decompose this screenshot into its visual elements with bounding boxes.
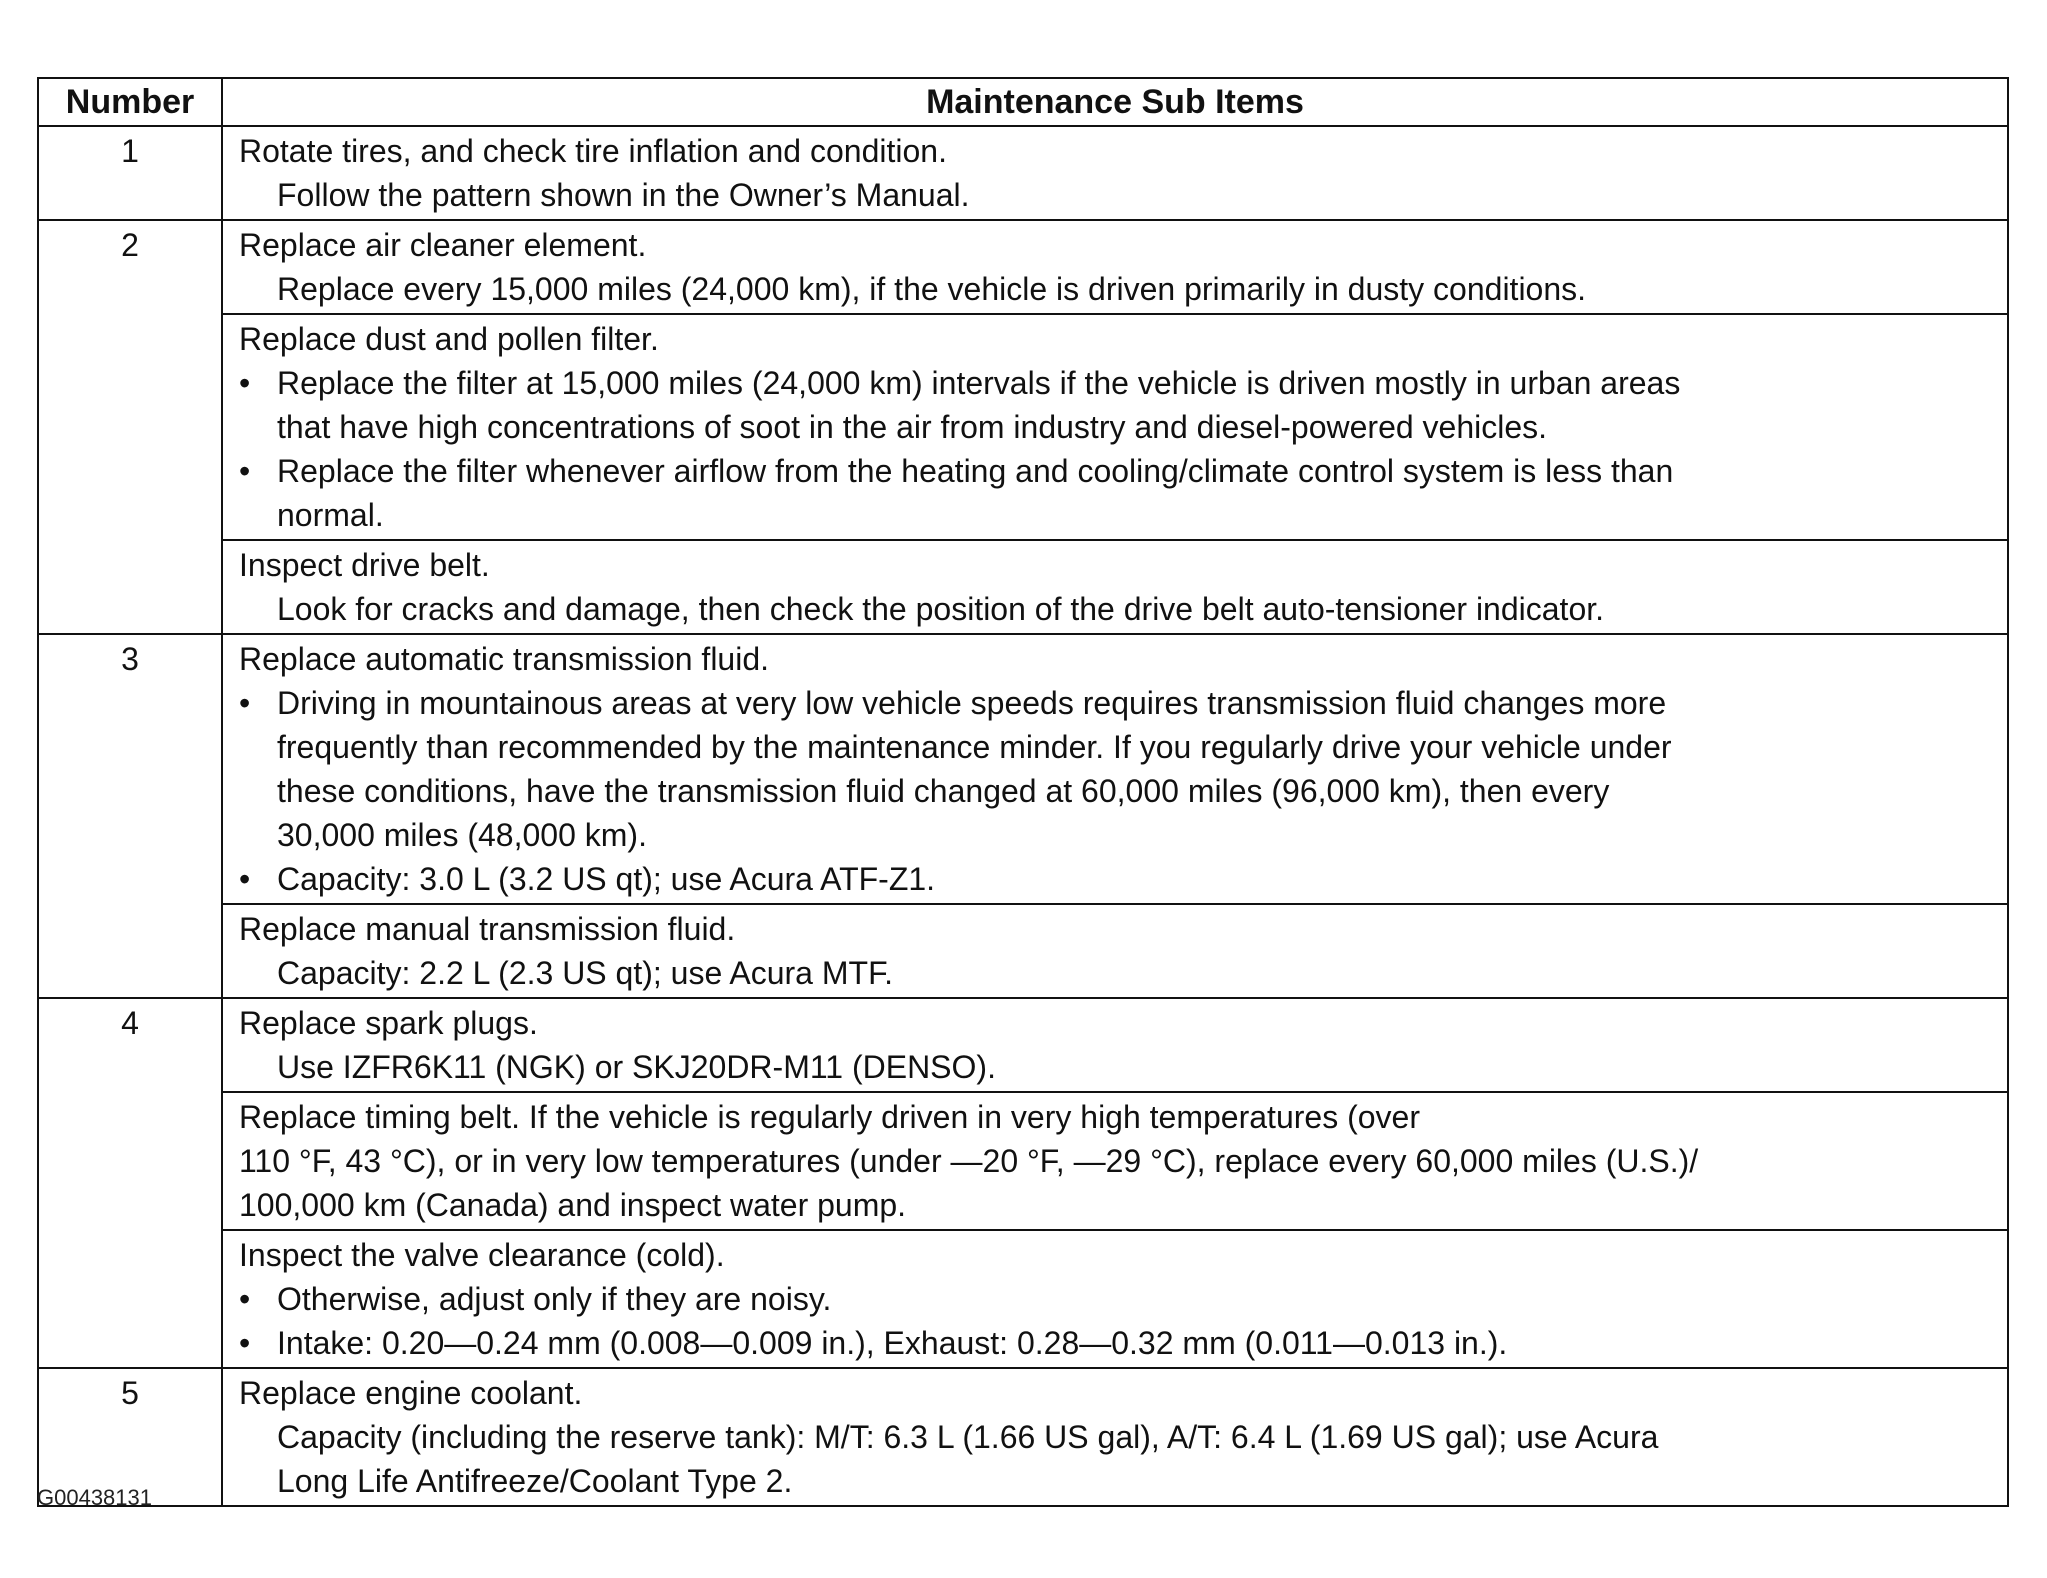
item-title: Replace air cleaner element. [239,227,647,263]
item-title: Replace spark plugs. [239,1005,538,1041]
item-title: Inspect the valve clearance (cold). [239,1237,725,1273]
maintenance-item [222,634,2008,904]
bullet-item [239,449,1993,493]
bullet-icon: • [239,365,251,401]
item-detail: Capacity (including the reserve tank): M/T: 6.3 L (1.66 US gal), A/T: 6.4 L (1.69 US gal); use Acura [277,1419,1659,1455]
item-title: Replace automatic transmission fluid. [239,641,770,677]
bullet-continuation: frequently than recommended by the maintenance minder. If you regularly drive your vehicle under [277,729,1672,765]
bullet-text: Intake: 0.20—0.24 mm (0.008—0.009 in.), Exhaust: 0.28—0.32 mm (0.011—0.013 in.). [277,1325,1508,1361]
bullet-continuation: these conditions, have the transmission fluid changed at 60,000 miles (96,000 km), then every [277,773,1610,809]
bullet-icon: • [239,685,251,721]
bullet-text: Capacity: 3.0 L (3.2 US qt); use Acura ATF-Z1. [277,861,936,897]
item-title: Inspect drive belt. [239,547,490,583]
table-row [38,1368,2008,1506]
row-number: 4 [38,998,222,1368]
bullet-text: Replace the filter at 15,000 miles (24,000 km) intervals if the vehicle is driven mostly in urban areas [277,365,1681,401]
table-row [38,126,2008,220]
item-detail: Long Life Antifreeze/Coolant Type 2. [277,1463,793,1499]
maintenance-item [222,1368,2008,1506]
table-row [38,634,2008,904]
header-items: Maintenance Sub Items [222,78,2008,126]
row-number: 1 [38,126,222,220]
bullet-item [239,857,1993,901]
maintenance-item [222,998,2008,1092]
item-title-continuation: 100,000 km (Canada) and inspect water pump. [239,1187,907,1223]
maintenance-item [222,126,2008,220]
bullet-item [239,361,1993,405]
bullet-text: Otherwise, adjust only if they are noisy. [277,1281,832,1317]
table-row [38,540,2008,634]
row-number: 3 [38,634,222,998]
bullet-item [239,681,1993,725]
row-number: 5 [38,1368,222,1506]
bullet-icon: • [239,1281,251,1317]
header-number: Number [38,78,222,126]
table-row [38,998,2008,1092]
item-title: Replace manual transmission fluid. [239,911,736,947]
bullet-continuation: 30,000 miles (48,000 km). [277,817,647,853]
item-title-continuation: 110 °F, 43 °C), or in very low temperatures (under —20 °F, —29 °C), replace every 60,000 miles (U.S.)/ [239,1143,1699,1179]
maintenance-item [222,1092,2008,1230]
bullet-item [239,1321,1993,1365]
item-title: Replace dust and pollen filter. [239,321,659,357]
maintenance-item [222,904,2008,998]
table-row [38,1230,2008,1368]
bullet-text: Replace the filter whenever airflow from the heating and cooling/climate control system is less than [277,453,1674,489]
maintenance-item [222,540,2008,634]
bullet-continuation: normal. [277,497,384,533]
header-row [38,78,2008,126]
item-title: Replace engine coolant. [239,1375,583,1411]
table-row [38,1092,2008,1230]
bullet-item [239,1277,1993,1321]
maintenance-table [37,77,2009,1507]
item-title: Replace timing belt. If the vehicle is regularly driven in very high temperatures (over [239,1099,1420,1135]
row-number: 2 [38,220,222,634]
table-row [38,314,2008,540]
bullet-continuation: that have high concentrations of soot in the air from industry and diesel-powered vehicles. [277,409,1548,445]
item-detail: Follow the pattern shown in the Owner’s Manual. [277,177,970,213]
maintenance-item [222,220,2008,314]
bullet-text: Driving in mountainous areas at very low vehicle speeds requires transmission fluid changes more [277,685,1667,721]
item-detail: Use IZFR6K11 (NGK) or SKJ20DR-M11 (DENSO). [277,1049,996,1085]
table-row [38,220,2008,314]
table-row [38,904,2008,998]
item-detail: Replace every 15,000 miles (24,000 km), if the vehicle is driven primarily in dusty conditions. [277,271,1587,307]
item-title: Rotate tires, and check tire inflation and condition. [239,133,947,169]
bullet-icon: • [239,453,251,489]
figure-code: G00438131 [37,1485,152,1510]
bullet-icon: • [239,861,251,897]
item-detail: Look for cracks and damage, then check the position of the drive belt auto-tensioner indicator. [277,591,1605,627]
bullet-icon: • [239,1325,251,1361]
maintenance-item [222,1230,2008,1368]
item-detail: Capacity: 2.2 L (2.3 US qt); use Acura MTF. [277,955,893,991]
maintenance-item [222,314,2008,540]
